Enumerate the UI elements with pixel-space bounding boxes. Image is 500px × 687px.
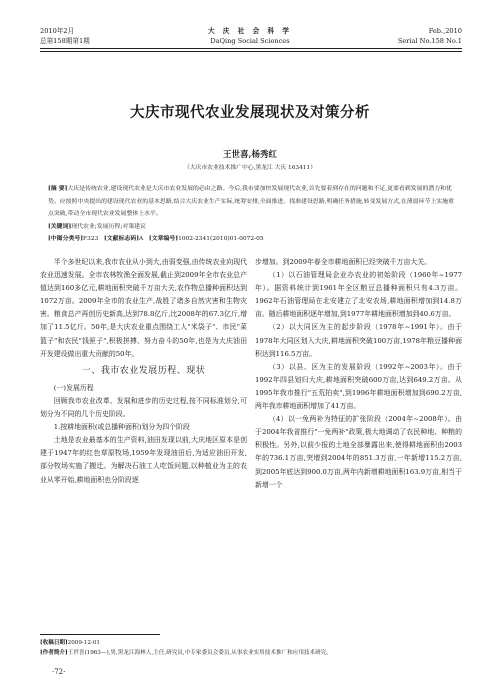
article-id-label: [文章编号] bbox=[148, 235, 179, 242]
section-heading: 一、我市农业发展历程、现状 bbox=[81, 365, 206, 376]
doc-code: A bbox=[139, 236, 144, 242]
journal-name-cn: 大 庆 社 会 科 学 bbox=[207, 27, 293, 35]
header-rule-thin bbox=[40, 51, 462, 52]
abstract-text: 大庆是传统农业,建设现代农业是大庆市农业发展的必由之路。今后,我市要加快发展现代农业,首先要着到存在的问题和不足,更要看到发展的潜力和优势。应按照中央提出的建设现代农业的基本思路,结合大庆农业生产实际,统筹安排,全面推进。找准建设思路,明确任务措施,转变发展方式,在薄弱环节上实施重点突破,带动全市现代农业发展整体上水平。 bbox=[48, 186, 454, 217]
body-paragraph: 回顾我市农业改革、发展和进步的历史过程,按不同标准划分,可划分为不同的几个历史阶段。 bbox=[40, 396, 247, 419]
author-affiliation: （大庆市农业技术推广中心,黑龙江 大庆 163411） bbox=[183, 165, 316, 171]
issue-number: 总第158期第1期 bbox=[40, 37, 90, 45]
article-title: 大庆市现代农业发展现状及对策分析 bbox=[130, 104, 370, 121]
received-date-line bbox=[40, 638, 460, 648]
abstract-block bbox=[48, 183, 458, 246]
subsection-heading: (一)发展历程 bbox=[53, 383, 94, 392]
abstract bbox=[48, 183, 458, 221]
received-date: 2009-12-01 bbox=[67, 640, 100, 646]
issue-date: 2010年2月 bbox=[40, 27, 75, 35]
serial-number-en: Serial No.158 No.1 bbox=[397, 37, 462, 45]
class-label: [中图分类号] bbox=[48, 235, 84, 242]
stage-paragraph-4: （4）以一免两补为特征的扩张阶段（2004年~2008年）。由于2004年我省推行"一免两补"政策,极大地调动了农民种地、种粮的积极性。另外,以前少报的土地全部暴露出来,使得耕地面积由2003年的736.1万亩,突增到2004年的851.3万亩,一年新增115.2万亩,到2005年底达到900.0万亩,两年内新增耕地面积163.9万亩,相当于新增一个 bbox=[255, 415, 462, 489]
journal-name-en: DaQing Social Sciences bbox=[210, 37, 290, 45]
footnote-rule bbox=[40, 634, 160, 635]
doc-label: [文献标志码] bbox=[104, 235, 140, 242]
article-authors: 王世喜,杨秀红 bbox=[223, 150, 277, 160]
stage-paragraph-3: （3）以县、区为主的发展阶段（1992年~2003年）。由于1992年四县划归大庆,耕地面积突破600万亩,达到649.2万亩。从1995年我市推行"五荒拍卖",到1996年耕地面积增加到690.2万亩,两年我市耕地面积增加了41万亩。 bbox=[255, 362, 462, 411]
intro-paragraph: 半个多世纪以来,我市农业从小到大,由弱变强,由传统农业向现代农业迅速发展。全市农林牧渔全面发展,截止到2009年全市农业总产值达到160多亿元,耕地面积突破千万亩大关,农作物总播种面积达到1072万亩。2009年全市的农业生产,战胜了诸多自然灾害和生物灾害。粮食总产再创历史新高,达到78.8亿斤,比2008年的67.3亿斤,增加了11.5亿斤。50年,是大庆农业重点围绕工人"米袋子"、市民"菜篮子"和农民"钱匣子",积极拼搏、努力奋斗的50年,也是为大庆油田开发建设做出重大贡献的50年。 bbox=[40, 258, 247, 358]
page-number: ·72· bbox=[52, 668, 66, 676]
keywords-text: 现代农业;发展历程;对策建议 bbox=[71, 223, 146, 230]
keywords-line bbox=[48, 221, 458, 234]
class-code: F323 bbox=[83, 236, 99, 242]
body-paragraph: 步增加。到2009年春全市耕地面积已经突破千万亩大关。 bbox=[255, 258, 432, 266]
issue-date-en: Feb.,2010 bbox=[428, 27, 462, 35]
footnote bbox=[40, 638, 460, 658]
body-column-right bbox=[255, 256, 462, 492]
article-id-code: 1002-2341(2010)01-0072-05 bbox=[178, 236, 264, 242]
abstract-label: [摘 要] bbox=[48, 185, 68, 192]
stage-paragraph-2: （2）以大同区为主的起步阶段（1978年~1991年）。由于1978年大同区划入大庆,耕地面积突破100万亩,1978年粮豆播种面积达到116.5万亩。 bbox=[255, 323, 462, 358]
header-right bbox=[398, 26, 462, 46]
author-bio-label: [作者简介] bbox=[40, 650, 68, 656]
body-paragraph: 土地是农业最基本的生产资料,油田发现以前,大庆地区原本是创建于1947年的红色草原牧场,1959年发现油田后,为适应油田开发,部分牧场实施了搬迁。为解决石油工人吃饭问题,以种植业为主的农业从零开始,耕地面积也分阶段逐 bbox=[40, 436, 247, 484]
author-bio-line bbox=[40, 648, 460, 658]
keywords-label: [关键词] bbox=[48, 222, 72, 230]
body-column-left bbox=[40, 256, 247, 487]
running-header bbox=[0, 26, 500, 50]
classification-line bbox=[48, 233, 458, 246]
header-rule-thick bbox=[40, 48, 462, 49]
author-bio: 王世喜(1963—),男,黑龙江海林人,主任,研究员,中专家委员会委员,从事农业实用技术推广和应用技术研究。 bbox=[67, 650, 332, 656]
received-label: [收稿日期] bbox=[40, 640, 68, 646]
subsection-heading-numbered: 1.按耕地面积(或总播种面积)划分为四个阶段 bbox=[53, 423, 190, 432]
stage-paragraph-1: （1）以石油管理局企业办农业的初始阶段（1960年~1977年）。据资料统计到1961年全区粮豆总播种面积只有4.3万亩。1962年石油管理局在北安建立了北安农场,耕地面积增加到14.8万亩。随后耕地面积逐年增加,到1977年耕地面积增加到40.6万亩。 bbox=[255, 271, 462, 319]
